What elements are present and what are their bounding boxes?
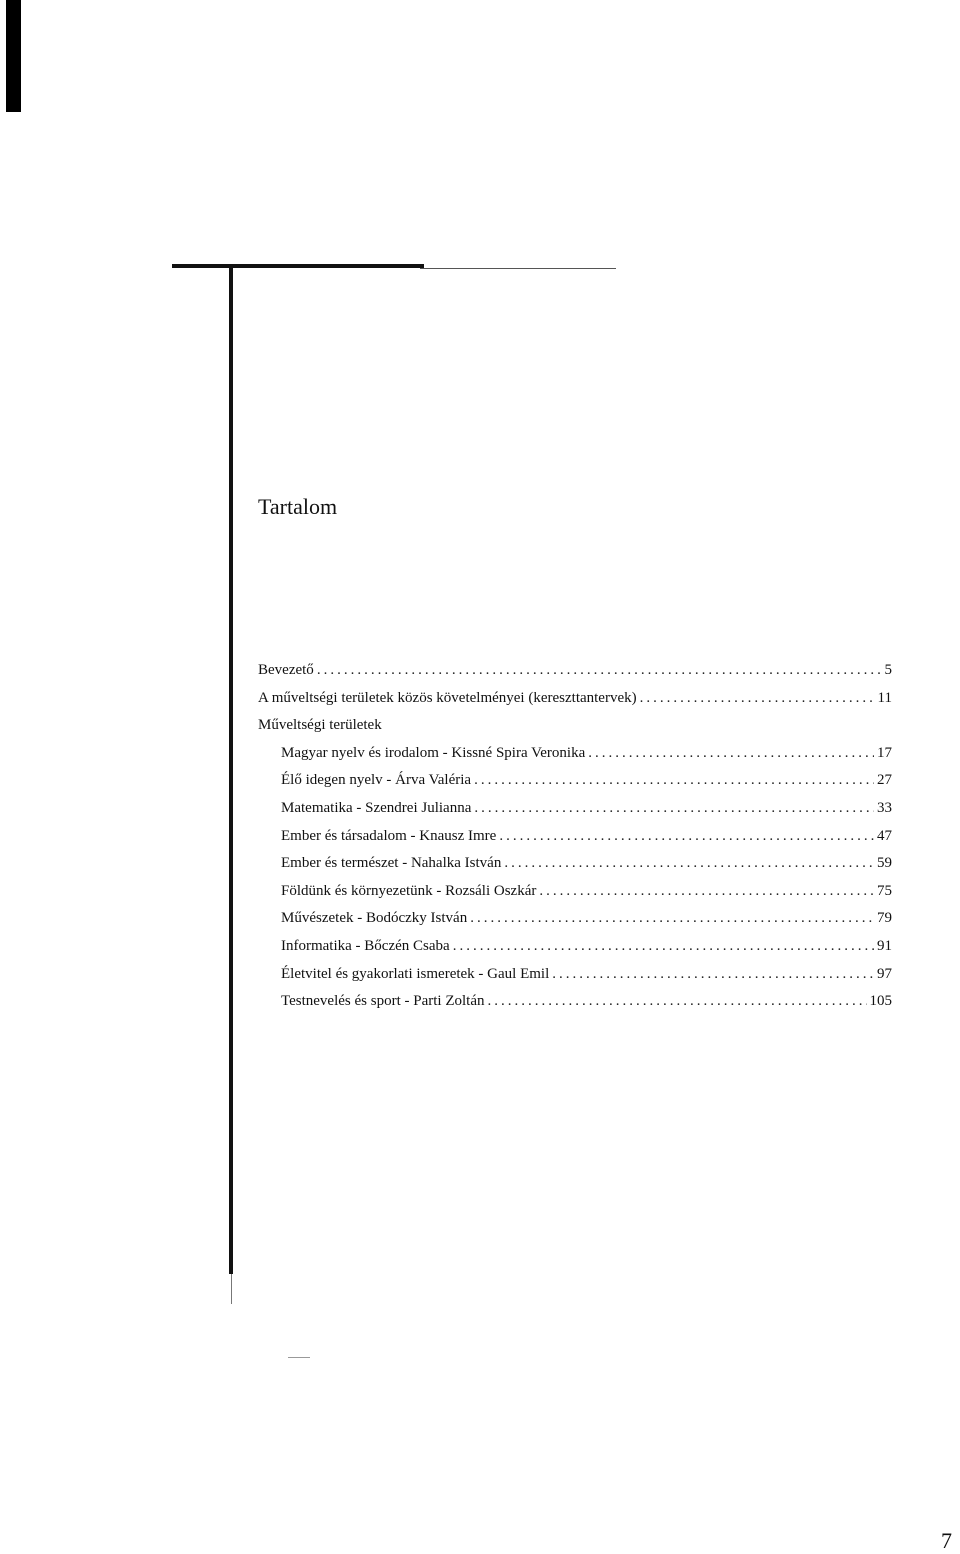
toc-entry-informatics[interactable] [258, 938, 892, 966]
dot-leader [588, 745, 874, 762]
toc-entry-page: 5 [884, 662, 892, 678]
toc-entry-page: 91 [877, 937, 892, 954]
toc-entry-mathematics[interactable] [258, 800, 892, 828]
toc-entry-label: Informatika - Bőczén Csaba [281, 937, 450, 954]
dot-leader [499, 828, 874, 845]
toc-entry-page: 33 [877, 799, 892, 816]
page-title: Tartalom [258, 494, 338, 519]
toc-entry-page: 11 [877, 689, 892, 706]
dot-leader [470, 910, 874, 927]
dot-leader [317, 662, 882, 679]
toc-entry-page: 17 [877, 744, 892, 761]
toc-entry-label: Ember és társadalom - Knausz Imre [281, 827, 497, 844]
toc-section-heading [258, 717, 892, 745]
toc-entry-environment[interactable] [258, 883, 892, 911]
toc-entry-society[interactable] [258, 828, 892, 856]
corner-registration-mark [6, 0, 21, 112]
toc-entry-hungarian[interactable] [258, 745, 892, 773]
toc-entry-nature[interactable] [258, 855, 892, 883]
toc-entry-foreign-language[interactable] [258, 772, 892, 800]
dot-leader [504, 855, 874, 872]
dot-leader [552, 966, 874, 983]
toc-entry-label: Matematika - Szendrei Julianna [281, 799, 472, 816]
toc-entry-page: 79 [877, 910, 892, 927]
toc-entry-label: Művészetek - Bodóczky István [281, 910, 468, 927]
toc-entry-label: Földünk és környezetünk - Rozsáli Oszkár [281, 882, 537, 899]
toc-entry-label: A műveltségi területek közös követelményei (kereszttantervek) [258, 689, 637, 706]
toc-entry-label: Testnevelés és sport - Parti Zoltán [281, 993, 485, 1010]
toc-entry-life-skills[interactable] [258, 966, 892, 994]
toc-entry-arts[interactable] [258, 910, 892, 938]
toc-entry-page: 27 [877, 772, 892, 789]
toc-entry-label: Életvitel és gyakorlati ismeretek - Gaul Emil [281, 965, 550, 982]
decorative-vertical-rule-tail [231, 1274, 232, 1304]
toc-entry-page: 75 [877, 882, 892, 899]
page-number: 7 [941, 1528, 952, 1553]
toc-entry-label: Bevezető [258, 662, 314, 678]
toc-section-label: Műveltségi területek [258, 717, 382, 734]
dot-leader [487, 993, 866, 1010]
dot-leader [640, 690, 875, 707]
toc-entry-page: 59 [877, 855, 892, 872]
toc-entry-cross-curricula[interactable] [258, 690, 892, 718]
toc-entry-physical-education[interactable] [258, 993, 892, 1021]
decorative-horizontal-rule [172, 264, 424, 268]
table-of-contents [258, 662, 892, 1021]
toc-entry-label: Élő idegen nyelv - Árva Valéria [281, 772, 472, 789]
toc-entry-page: 47 [877, 827, 892, 844]
dot-leader [539, 883, 874, 900]
toc-entry-page: 105 [869, 993, 892, 1010]
decorative-horizontal-rule-fade [420, 268, 616, 269]
toc-entry-label: Magyar nyelv és irodalom - Kissné Spira Veronika [281, 744, 586, 761]
decorative-vertical-rule [229, 264, 233, 1274]
toc-entry-label: Ember és természet - Nahalka István [281, 855, 502, 872]
toc-entry-introduction[interactable] [258, 662, 892, 690]
dot-leader [453, 938, 874, 955]
decorative-dash [288, 1357, 310, 1358]
dot-leader [474, 772, 874, 789]
toc-entry-page: 97 [877, 965, 892, 982]
dot-leader [474, 800, 874, 817]
